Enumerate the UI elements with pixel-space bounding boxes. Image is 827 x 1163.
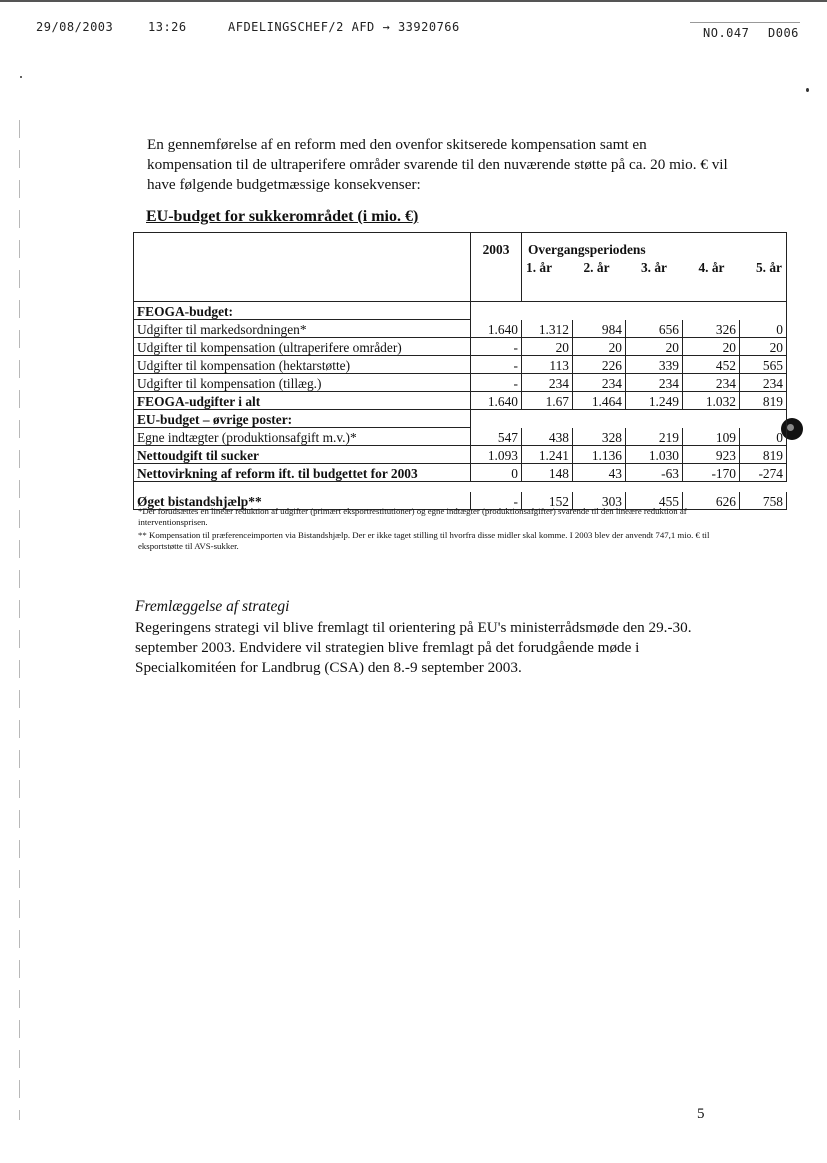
footnote-1: *Der forudsættes en lineær reduktion af udgifter (primært eksportrestitutioner) og egne indtægter (produktionsafgifter) svarende til den lineære reduktion af interventionsprisen.: [138, 506, 687, 527]
cell-year-5: 819: [740, 446, 787, 464]
cell-year-5: 0: [740, 320, 787, 338]
section-blank-cell: [471, 302, 787, 320]
table-row: [134, 302, 787, 320]
cell-2003: 1.640: [471, 392, 522, 410]
cell-year-2: 43: [573, 464, 626, 482]
cell-year-2: 1.464: [573, 392, 626, 410]
cell-year-1: 1.312: [522, 320, 573, 338]
cell-year-1: 438: [522, 428, 573, 446]
cell-2003: -: [471, 492, 522, 510]
cell-year-4: 923: [683, 446, 740, 464]
cell-year-3: 1.249: [626, 392, 683, 410]
row-label: EU-budget – øvrige poster:: [134, 410, 471, 428]
cell-2003: -: [471, 338, 522, 356]
table-row: [134, 428, 787, 446]
cell-year-3: 234: [626, 374, 683, 392]
cell-year-2: 1.136: [573, 446, 626, 464]
cell-year-5: -274: [740, 464, 787, 482]
cell-year-1: 1.241: [522, 446, 573, 464]
section-heading: Fremlæggelse af strategi: [135, 598, 290, 615]
fax-header: [0, 20, 827, 40]
row-label: Udgifter til kompensation (hektarstøtte): [134, 356, 471, 374]
cell-2003: 1.093: [471, 446, 522, 464]
cell-year-4: 20: [683, 338, 740, 356]
cell-year-5: 0: [740, 428, 787, 446]
fax-top-rule: [0, 0, 827, 2]
cell-year-4: 452: [683, 356, 740, 374]
cell-year-2: 226: [573, 356, 626, 374]
row-label: Udgifter til kompensation (tillæg.): [134, 374, 471, 392]
cell-year-4: 626: [683, 492, 740, 510]
cell-year-5: 565: [740, 356, 787, 374]
cell-year-4: 234: [683, 374, 740, 392]
header-year-2: 2. år: [583, 260, 610, 275]
cell-year-2: 328: [573, 428, 626, 446]
section-blank-cell: [471, 410, 787, 428]
row-label: Udgifter til markedsordningen*: [134, 320, 471, 338]
cell-year-2: 234: [573, 374, 626, 392]
table-row: [134, 410, 787, 428]
cell-year-5: 20: [740, 338, 787, 356]
header-year-5: 5. år: [755, 260, 782, 275]
cell-year-1: 148: [522, 464, 573, 482]
cell-2003: 0: [471, 464, 522, 482]
header-year-3: 3. år: [640, 260, 667, 275]
intro-paragraph: En gennemførelse af en reform med den ovenfor skitserede kompensation samt en kompensation til de ultraperifere områder svarende til den nuværende støtte på ca. 20 mio. € vil have følgende budgetmæssige konsekvenser:: [147, 136, 728, 193]
fax-time: 13:26: [148, 20, 187, 34]
cell-year-1: 113: [522, 356, 573, 374]
cell-year-3: 656: [626, 320, 683, 338]
fax-sender: AFDELINGSCHEF/2 AFD → 33920766: [228, 20, 460, 34]
table-title: EU-budget for sukkerområdet (i mio. €): [146, 208, 419, 225]
cell-year-3: 339: [626, 356, 683, 374]
row-label: Øget bistandshjælp**: [134, 492, 471, 510]
row-label: FEOGA-budget:: [134, 302, 471, 320]
fax-date: 29/08/2003: [36, 20, 114, 34]
cell-year-3: 455: [626, 492, 683, 510]
gap-cell: [471, 482, 787, 493]
header-period-title: Overgangsperiodens: [528, 242, 646, 257]
cell-year-4: 1.032: [683, 392, 740, 410]
gap-cell: [134, 482, 471, 493]
table-row: [134, 338, 787, 356]
section-body: Regeringens strategi vil blive fremlagt til orientering på EU's ministerrådsmøde den 29.-30. september 2003. Endvidere vil strategien blive fremlagt på det forudgående møde i Specialkomitéen for Landbrug (CSA) den 8.-9 september 2003.: [135, 619, 692, 676]
cell-year-5: 819: [740, 392, 787, 410]
row-label: Egne indtægter (produktionsafgift m.v.)*: [134, 428, 471, 446]
cell-year-5: 234: [740, 374, 787, 392]
fax-page-code: D006: [768, 26, 799, 40]
cell-2003: 547: [471, 428, 522, 446]
cell-year-3: -63: [626, 464, 683, 482]
scan-speck: [20, 76, 22, 78]
cell-2003: 1.640: [471, 320, 522, 338]
table-header-row: [134, 233, 787, 302]
cell-2003: -: [471, 356, 522, 374]
header-year-2003: 2003: [471, 233, 522, 302]
table-gap-row: [134, 482, 787, 493]
row-label: Udgifter til kompensation (ultraperifere områder): [134, 338, 471, 356]
cell-year-3: 219: [626, 428, 683, 446]
row-label: Nettoudgift til sucker: [134, 446, 471, 464]
cell-year-1: 234: [522, 374, 573, 392]
budget-table: [133, 232, 787, 510]
table-row: [134, 356, 787, 374]
scan-speck: [806, 88, 809, 92]
cell-year-2: 303: [573, 492, 626, 510]
cell-year-4: 326: [683, 320, 740, 338]
cell-year-1: 20: [522, 338, 573, 356]
cell-year-1: 1.67: [522, 392, 573, 410]
scan-edge-line: [19, 120, 20, 1120]
page-number: 5: [697, 1106, 705, 1122]
cell-year-4: 109: [683, 428, 740, 446]
header-label-cell: [134, 233, 471, 302]
cell-2003: -: [471, 374, 522, 392]
table-row: [134, 320, 787, 338]
cell-year-3: 20: [626, 338, 683, 356]
cell-year-1: 152: [522, 492, 573, 510]
header-year-4: 4. år: [698, 260, 725, 275]
fax-header-underline: [690, 22, 800, 23]
footnotes: [138, 506, 728, 554]
row-label: Nettovirkning af reform ift. til budgettet for 2003: [134, 464, 471, 482]
table-row: [134, 464, 787, 482]
fax-number: NO.047: [703, 26, 750, 40]
footnote-2: ** Kompensation til præferenceimporten via Bistandshjælp. Der er ikke taget stilling til hvorfra disse midler skal komme. I 2003 blev der anvendt 747,1 mio. € til eksportstøtte til AVS-sukker.: [138, 530, 710, 551]
table-row: [134, 374, 787, 392]
cell-year-4: -170: [683, 464, 740, 482]
cell-year-2: 20: [573, 338, 626, 356]
header-transition-period: [522, 233, 787, 302]
header-year-1: 1. år: [526, 260, 553, 275]
cell-year-2: 984: [573, 320, 626, 338]
cell-year-5: 758: [740, 492, 787, 510]
table-row: [134, 392, 787, 410]
table-row: [134, 446, 787, 464]
cell-year-3: 1.030: [626, 446, 683, 464]
row-label: FEOGA-udgifter i alt: [134, 392, 471, 410]
